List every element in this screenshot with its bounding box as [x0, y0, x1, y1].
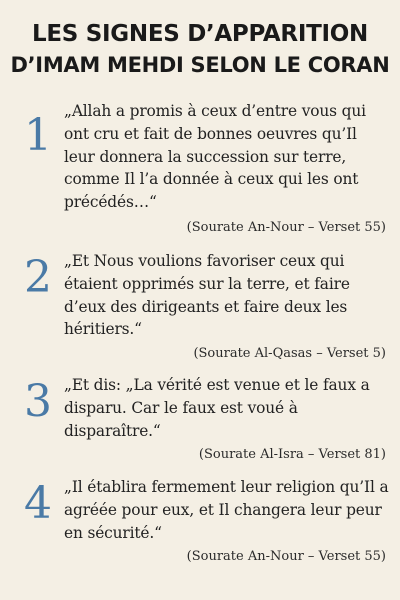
verse-reference: (Sourate An-Nour – Verset 55) [186, 549, 386, 564]
verse-reference: (Sourate Al-Qasas – Verset 5) [193, 346, 386, 361]
verse-reference: (Sourate An-Nour – Verset 55) [186, 220, 386, 235]
verse-quote: „Il établira fermement leur religion qu’Il a agréée pour eux, et Il changera leur peur en sécurité.“ [64, 478, 389, 542]
title-line-2: D’IMAM MEHDI SELON LE CORAN [10, 53, 390, 77]
verse-number: 2 [24, 252, 52, 303]
verse-quote: „Et Nous voulions favoriser ceux qui étaient opprimés sur la terre, et faire d’eux des dirigeants et faire deux les héritiers.“ [64, 252, 350, 339]
verse-number: 1 [24, 110, 52, 161]
verse-number: 4 [24, 478, 52, 529]
verse-reference: (Sourate Al-Isra – Verset 81) [198, 447, 386, 462]
verse-number: 3 [24, 376, 52, 427]
title-line-1: LES SIGNES D’APPARITION [32, 21, 368, 47]
verse-quote: „Et dis: „La vérité est venue et le faux a disparu. Car le faux est voué à disparaître.“ [64, 376, 370, 440]
verse-quote: „Allah a promis à ceux d’entre vous qui ont cru et fait de bonnes oeuvres qu’Il leur donnera la succession sur terre, comme Il l’a donnée à ceux qui les ont précédés…“ [64, 102, 366, 212]
